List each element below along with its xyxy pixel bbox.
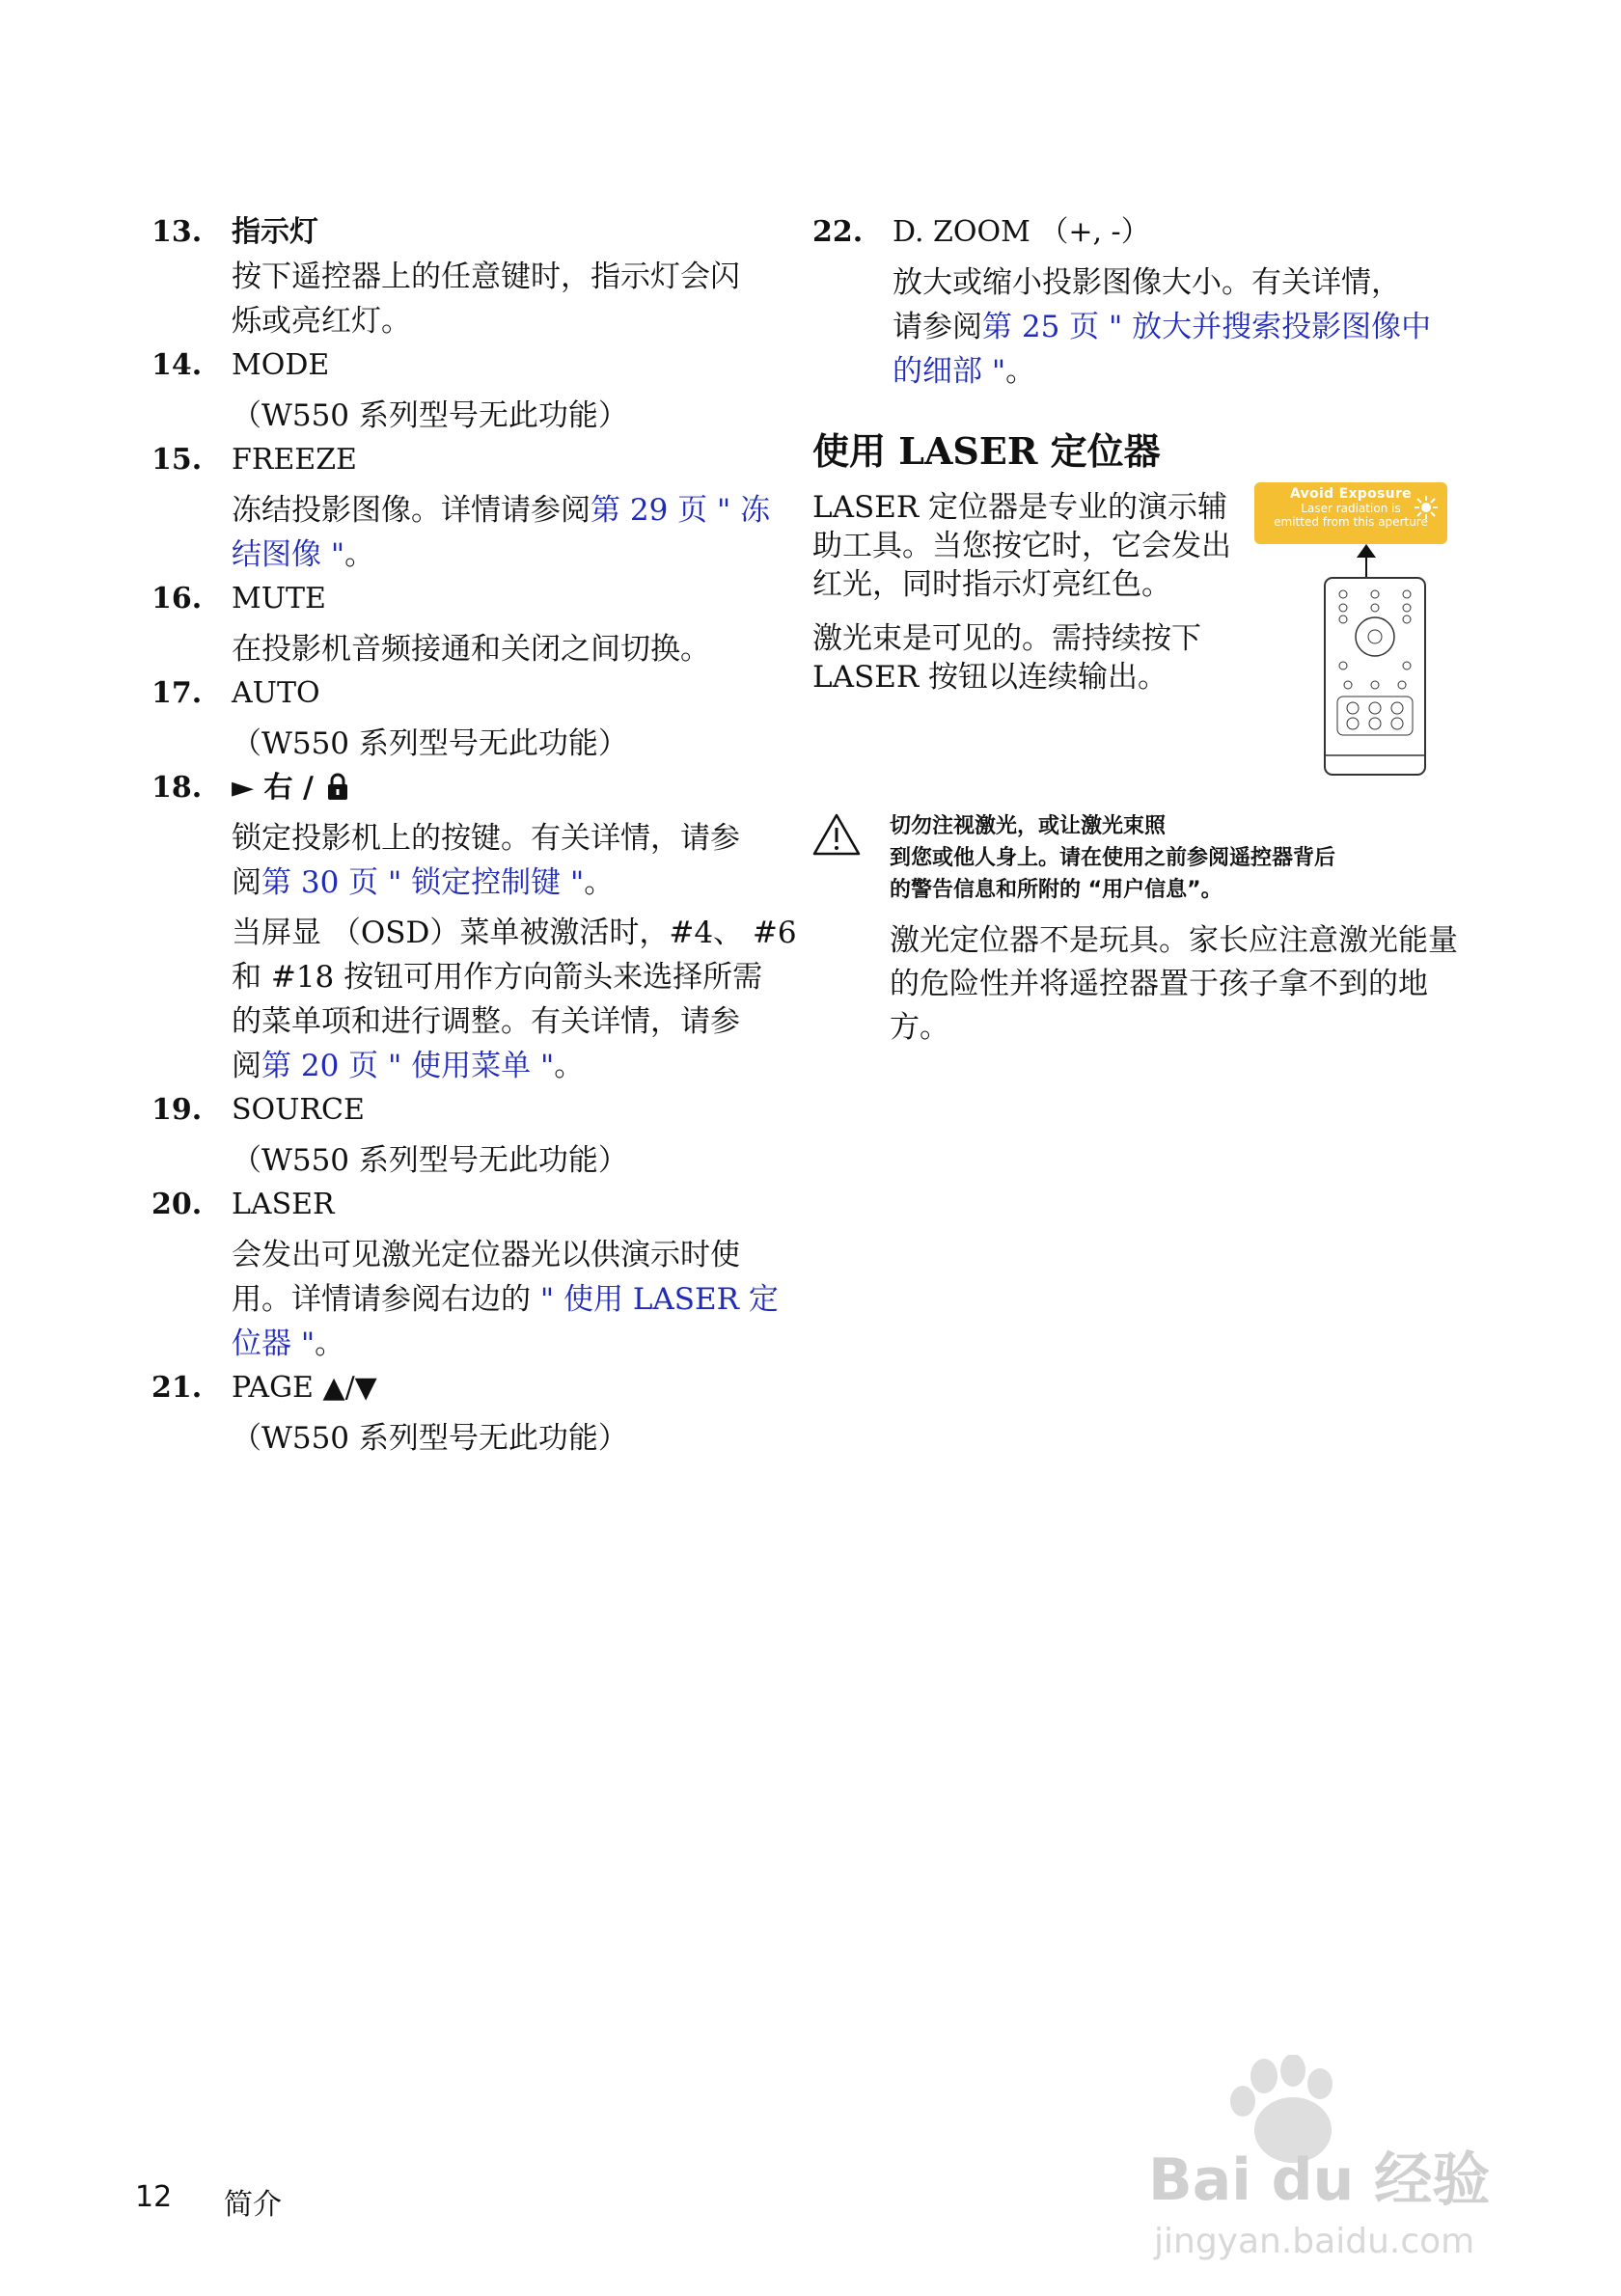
warning-line: 的警告信息和所附的 “用户信息”。 — [890, 878, 1223, 902]
page-link[interactable]: 第 25 页 " 放大并搜索投影图像中 — [982, 310, 1432, 344]
item-title: AUTO — [232, 676, 320, 710]
page-link[interactable]: " 使用 LASER 定 — [531, 1282, 779, 1317]
item-number: 17. — [151, 676, 203, 710]
title-text: ► 右 / — [232, 771, 314, 805]
left-column — [151, 210, 798, 1461]
item-extra — [232, 1044, 798, 1088]
item-16 — [151, 577, 798, 671]
item-title: MODE — [232, 348, 330, 382]
item-desc: 会发出可见激光定位器光以供演示时使 — [232, 1238, 740, 1272]
item-desc: 按下遥控器上的任意键时，指示灯会闪 — [232, 260, 740, 294]
item-extra: 和 #18 按钮可用作方向箭头来选择所需 — [232, 960, 763, 995]
item-desc — [232, 861, 798, 905]
item-13 — [151, 210, 798, 343]
item-number: 20. — [151, 1188, 203, 1221]
item-desc: 在投影机音频接通和关闭之间切换。 — [232, 632, 710, 667]
page-link[interactable]: 第 29 页 " 冻 — [591, 493, 771, 528]
item-note: （W550 系列型号无此功能） — [232, 1143, 628, 1178]
item-title — [232, 766, 798, 810]
baidu-jingyan-watermark — [1148, 2055, 1534, 2267]
desc-text: 阅 — [232, 1049, 261, 1083]
right-column — [812, 210, 1469, 1050]
item-19 — [151, 1088, 798, 1183]
warning-line: 到您或他人身上。请在使用之前参阅遥控器背后 — [890, 846, 1336, 870]
desc-text: 请参阅 — [893, 310, 982, 344]
page-link[interactable]: 的细部 " — [893, 354, 1006, 389]
item-15 — [151, 438, 798, 577]
item-title: LASER — [232, 1188, 335, 1221]
item-note: （W550 系列型号无此功能） — [232, 398, 628, 433]
watermark-url: jingyan.baidu.com — [1154, 2222, 1475, 2261]
desc-text: 冻结投影图像。详情请参阅 — [232, 493, 591, 528]
item-note: （W550 系列型号无此功能） — [232, 1421, 628, 1456]
item-number: 22. — [812, 215, 864, 249]
item-number: 14. — [151, 348, 203, 382]
item-desc — [893, 349, 1469, 394]
item-extra: 当屏显 （OSD）菜单被激活时，#4、 #6 — [232, 916, 797, 950]
page-link[interactable]: 位器 " — [232, 1326, 316, 1361]
item-title: MUTE — [232, 582, 326, 615]
laser-warning-label — [1254, 482, 1447, 544]
item-desc — [893, 305, 1469, 349]
item-17 — [151, 671, 798, 766]
item-14 — [151, 343, 798, 438]
label-line: emitted from this aperture — [1274, 515, 1428, 529]
label-line: Laser radiation is — [1301, 502, 1401, 515]
section-heading: 使用 LASER 定位器 — [812, 429, 1161, 473]
item-title: FREEZE — [232, 443, 357, 477]
item-desc: 锁定投影机上的按键。有关详情，请参 — [232, 821, 740, 856]
laser-burst-icon — [1415, 496, 1438, 519]
desc-text: 。 — [344, 537, 375, 572]
warning-triangle-icon — [812, 812, 861, 857]
item-desc: 烁或亮红灯。 — [232, 304, 411, 339]
item-number: 18. — [151, 771, 203, 805]
item-desc — [232, 533, 798, 577]
item-title: SOURCE — [232, 1093, 365, 1127]
laser-paragraph-2: 激光束是可见的。需持续按下 LASER 按钮以连续输出。 — [812, 621, 1201, 695]
desc-text: 。 — [554, 1049, 585, 1083]
warning-line: 切勿注视激光，或让激光束照 — [890, 814, 1167, 838]
label-title: Avoid Exposure — [1290, 486, 1412, 502]
item-title: 指示灯 — [232, 215, 318, 249]
remote-control-illustration — [1324, 577, 1426, 776]
item-title: PAGE ▲/▼ — [232, 1371, 377, 1405]
page-link[interactable]: 结图像 " — [232, 537, 345, 572]
item-note: （W550 系列型号无此功能） — [232, 726, 628, 761]
item-22 — [812, 210, 1469, 394]
item-desc — [232, 1322, 798, 1366]
item-number: 21. — [151, 1371, 203, 1405]
page-link[interactable]: 第 20 页 " 使用菜单 " — [261, 1049, 555, 1083]
desc-text: 。 — [1005, 354, 1036, 389]
page-link[interactable]: 第 30 页 " 锁定控制键 " — [261, 865, 585, 900]
warning-note: 激光定位器不是玩具。家长应注意激光能量的危险性并将遥控器置于孩子拿不到的地方。 — [890, 923, 1458, 1045]
item-title: D. ZOOM （+, -） — [893, 215, 1150, 249]
desc-text: 阅 — [232, 865, 261, 900]
item-number: 19. — [151, 1093, 203, 1127]
item-desc — [232, 1277, 798, 1322]
item-desc — [232, 488, 798, 533]
section-label: 简介 — [224, 2188, 282, 2222]
desc-text: 。 — [584, 865, 615, 900]
laser-warning — [812, 810, 1469, 906]
page-number: 12 — [135, 2180, 173, 2214]
item-20 — [151, 1183, 798, 1366]
desc-text: 用。详情请参阅右边的 — [232, 1282, 531, 1317]
watermark-brand: Bai du 经验 — [1148, 2146, 1491, 2214]
item-desc: 放大或缩小投影图像大小。有关详情， — [893, 265, 1401, 300]
item-extra: 的菜单项和进行调整。有关详情，请参 — [232, 1004, 740, 1039]
item-18 — [151, 766, 798, 1088]
item-number: 16. — [151, 582, 203, 615]
lock-icon — [327, 772, 348, 801]
item-21 — [151, 1366, 798, 1461]
desc-text: 。 — [315, 1326, 345, 1361]
item-number: 13. — [151, 215, 203, 249]
laser-paragraph-1: LASER 定位器是专业的演示辅助工具。当您按它时，它会发出红光，同时指示灯亮红色。 — [812, 490, 1231, 602]
item-number: 15. — [151, 443, 203, 477]
